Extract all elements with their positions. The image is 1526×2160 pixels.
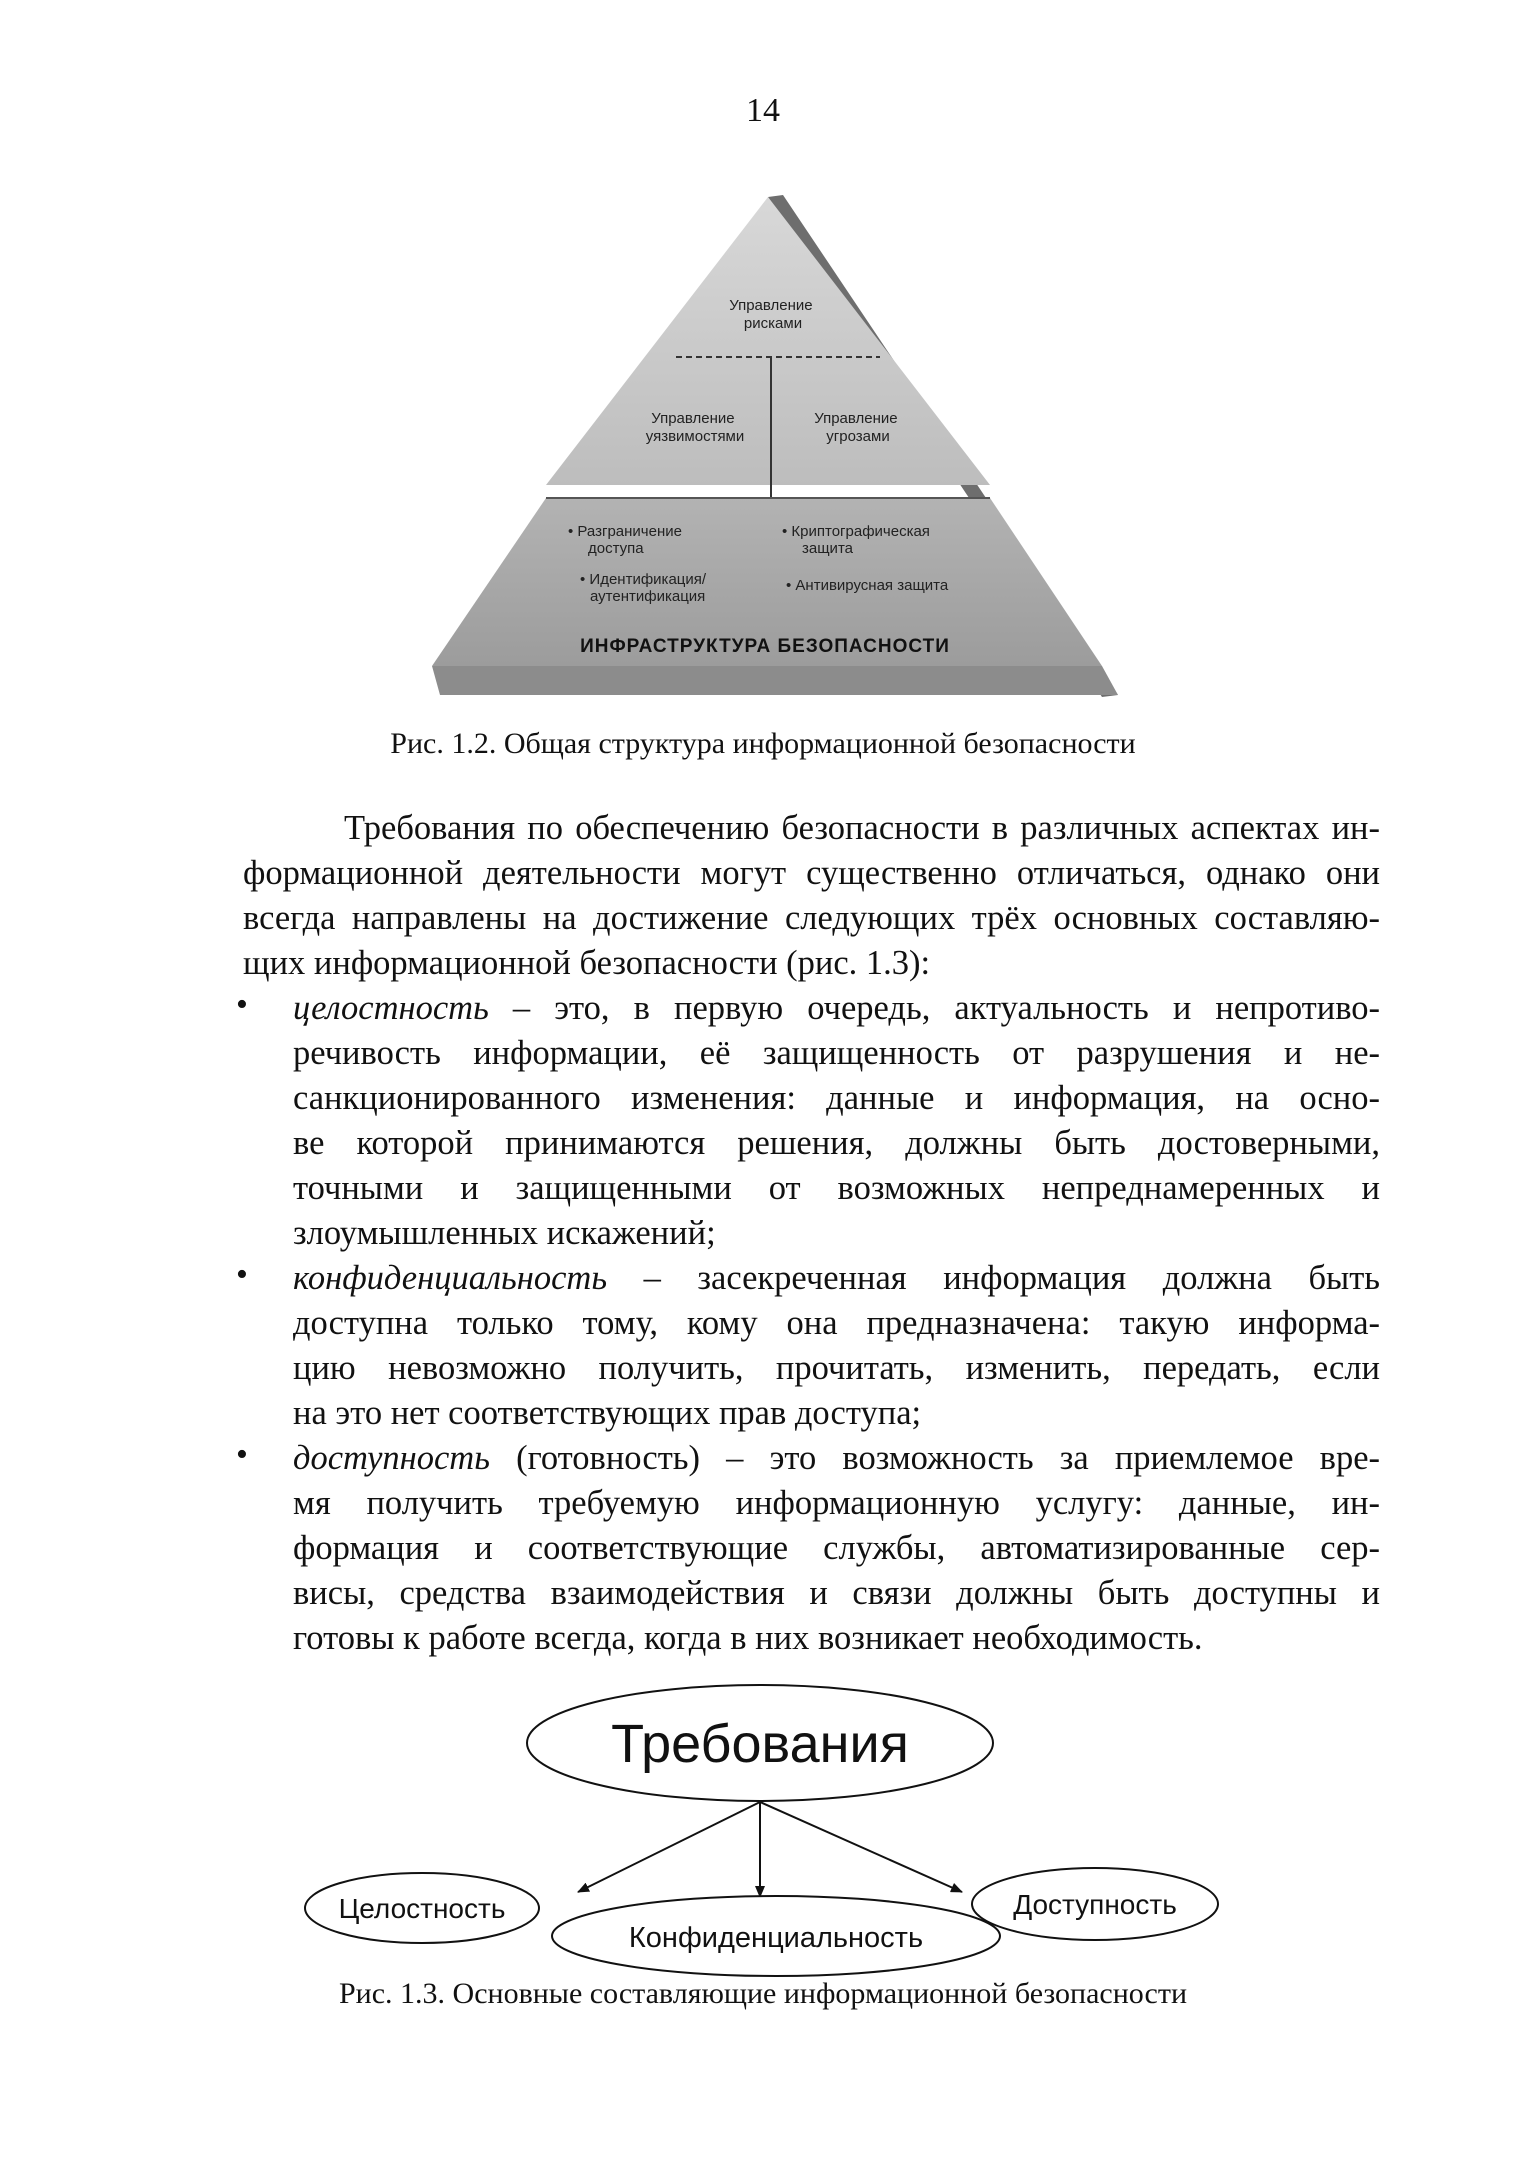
figure-1-2-pyramid	[0, 0, 1526, 720]
list-item-confidentiality: конфиденциальность – засекреченная информация должна быть доступна только тому, кому она предназначена: такую информа- цию невозможно получить, прочитать, изменить, передать, если на это нет соответствующих прав доступа;	[293, 1256, 1380, 1436]
integrity-label: Целостность	[338, 1893, 506, 1924]
figure-1-2-caption: Рис. 1.2. Общая структура информационной безопасности	[390, 727, 1136, 760]
pyramid-base-item-identification: • Идентификация/ аутентификация	[580, 571, 707, 605]
list-line: доступна только тому, кому она предназначена: такую информа-	[293, 1304, 1380, 1342]
pyramid-upper-face	[546, 197, 990, 485]
page-number: 14	[746, 92, 780, 129]
pyramid-base-item-antivirus: • Антивирусная защита	[786, 577, 949, 594]
pyramid-base-item-access: • Разграничение доступа	[568, 523, 682, 557]
paragraph-line-3: всегда направлены на достижение следующих трёх основных составляю-	[243, 899, 1380, 937]
pyramid-top-label: Управление рисками	[729, 297, 813, 332]
list-item-availability: доступность (готовность) – это возможность за приемлемое вре- мя получить требуемую информационную услугу: данные, ин- формация и соответствующие службы, автоматизированные сер- висы, средства взаимодействия и связи должны быть доступны и готовы к работе всегда, когда в них возникает необходимость.	[293, 1436, 1380, 1661]
list-line: мя получить требуемую информационную услугу: данные, ин-	[293, 1484, 1380, 1522]
term-integrity: целостность	[293, 989, 489, 1027]
arrow-to-availability	[760, 1802, 962, 1892]
list-line: злоумышленных искажений;	[293, 1214, 716, 1252]
paragraph-line-2: формационной деятельности могут существенно отличаться, однако они	[243, 854, 1380, 892]
intro-paragraph	[243, 806, 1380, 986]
pyramid-base-bottom	[432, 666, 1118, 695]
pyramid-middle-right-label: Управление угрозами	[814, 410, 898, 445]
paragraph-line-1: Требования по обеспечению безопасности в различных аспектах ин-	[344, 809, 1380, 847]
paragraph-line-4: щих информационной безопасности (рис. 1.3):	[243, 944, 931, 982]
confidentiality-label: Конфиденциальность	[628, 1922, 924, 1954]
pyramid-base-title: ИНФРАСТРУКТУРА БЕЗОПАСНОСТИ	[580, 636, 950, 657]
list-line: ве которой принимаются решения, должны быть достоверными,	[293, 1124, 1380, 1162]
list-line: точными и защищенными от возможных непреднамеренных и	[293, 1169, 1380, 1207]
list-line: речивость информации, её защищенность от разрушения и не-	[293, 1034, 1380, 1072]
arrow-to-integrity	[578, 1802, 760, 1892]
bullet-marker: •	[236, 1256, 248, 1293]
pyramid-middle-left-label: Управление уязвимостями	[645, 410, 745, 445]
figure-1-3-diagram	[0, 1680, 1526, 1980]
bullet-marker: •	[236, 986, 248, 1023]
list-line: формация и соответствующие службы, автоматизированные сер-	[293, 1529, 1380, 1567]
list-line: санкционированного изменения: данные и информация, на осно-	[293, 1079, 1380, 1117]
list-line: готовы к работе всегда, когда в них возникает необходимость.	[293, 1619, 1203, 1657]
term-availability: доступность	[293, 1439, 490, 1477]
list-line: цию невозможно получить, прочитать, изменить, передать, если	[293, 1349, 1380, 1387]
root-label: Требования	[611, 1714, 909, 1774]
list-line: на это нет соответствующих прав доступа;	[293, 1394, 922, 1432]
list-line: висы, средства взаимодействия и связи должны быть доступны и	[293, 1574, 1380, 1612]
figure-1-3-caption: Рис. 1.3. Основные составляющие информационной безопасности	[338, 1977, 1188, 2010]
term-confidentiality: конфиденциальность	[293, 1259, 608, 1297]
availability-label: Доступность	[1013, 1889, 1177, 1920]
list-item-integrity: целостность – это, в первую очередь, актуальность и непротиво- речивость информации, её защищенность от разрушения и не- санкционированного изменения: данные и информация, на осно- ве которой принимаются решения, должны быть достоверными, точными и защищенными от возможных непреднамеренных и злоумышленных искажений;	[293, 986, 1380, 1256]
bullet-marker: •	[236, 1436, 248, 1473]
pyramid-base-item-crypto: • Криптографическая защита	[782, 523, 930, 557]
